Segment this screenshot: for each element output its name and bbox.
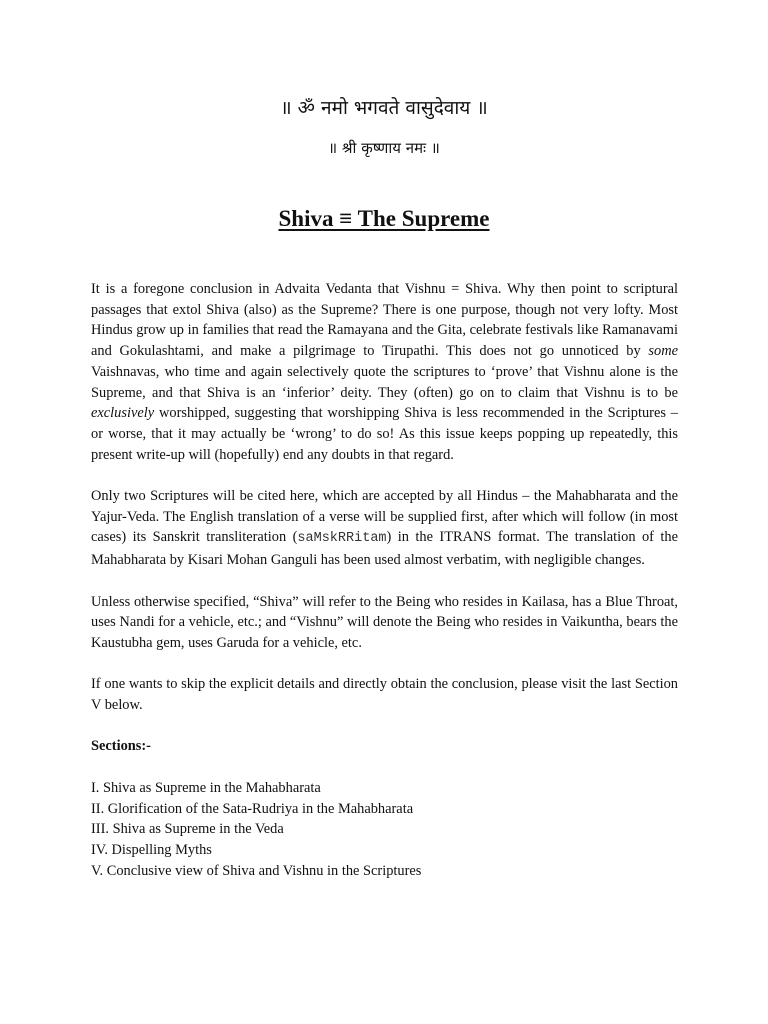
- section-item-2: II. Glorification of the Sata-Rudriya in the Mahabharata: [91, 800, 414, 817]
- intro-text-a: It is a foregone conclusion in Advaita Vedanta that Vishnu = Shiva. Why then point to scriptural passages that extol Shiva (also) as the Supreme? There is one purpose, though not very lofty. Most Hindus grow up in families that read the Ramayana and the Gita, celebrate festivals like Ramanavami and Gokulashtami, and make a pilgrimage to Tirupathi. This does not go unnoticed by: [91, 281, 678, 360]
- scriptures-paragraph: [91, 486, 678, 571]
- section-item-1: I. Shiva as Supreme in the Mahabharata: [91, 779, 321, 796]
- transliteration-example: saMskRRitam: [297, 531, 387, 547]
- sections-heading: Sections:-: [91, 738, 151, 755]
- document-title: Shiva ≡ The Supreme: [278, 206, 490, 231]
- section-item-4: IV. Dispelling Myths: [91, 841, 212, 858]
- intro-text-b: Vaishnavas, who time and again selectively quote the scriptures to ‘prove’ that Vishnu alone is the Supreme, and that Shiva is an ‘inferior’ deity. They (often) go on to claim that Vishnu is to be: [91, 363, 678, 401]
- section-item-3: III. Shiva as Supreme in the Veda: [91, 821, 284, 838]
- skip-paragraph: If one wants to skip the explicit details and directly obtain the conclusion, please visit the last Section V below.: [91, 676, 678, 714]
- section-item-5: V. Conclusive view of Shiva and Vishnu in the Scriptures: [91, 862, 422, 879]
- intro-text-c: worshipped, suggesting that worshipping Shiva is less recommended in the Scriptures – or worse, that it may actually be ‘wrong’ to do so! As this issue keeps popping up repeatedly, this present write-up will (hopefully) end any doubts in that regard.: [91, 405, 678, 463]
- scriptures-text-b: ) in the ITRANS format. The translation of the Mahabharata by Kisari Mohan Ganguli has been used almost verbatim, with negligible changes.: [91, 529, 678, 569]
- document-body: [91, 279, 678, 881]
- scriptures-text-a: Only two Scriptures will be cited here, which are accepted by all Hindus – the Mahabharata and the Yajur-Veda. The English translation of a verse will be supplied first, after which will follow (in most cases) its Sanskrit transliteration (: [91, 488, 678, 546]
- invocation-line-2: ॥ श्री कृष्णाय नमः ॥: [328, 139, 440, 157]
- intro-paragraph: [91, 279, 678, 465]
- intro-emphasis-exclusively: exclusively: [91, 405, 155, 422]
- sections-list: [91, 778, 678, 882]
- intro-emphasis-some: some: [648, 343, 678, 360]
- invocation-line-1: ॥ ॐ नमो भगवते वासुदेवाय ॥: [280, 97, 488, 119]
- definitions-paragraph: Unless otherwise specified, “Shiva” will refer to the Being who resides in Kailasa, has a Blue Throat, uses Nandi for a vehicle, etc.; and “Vishnu” will denote the Being who resides in Vaikuntha, bears the Kaustubha gem, uses Garuda for a vehicle, etc.: [91, 593, 678, 651]
